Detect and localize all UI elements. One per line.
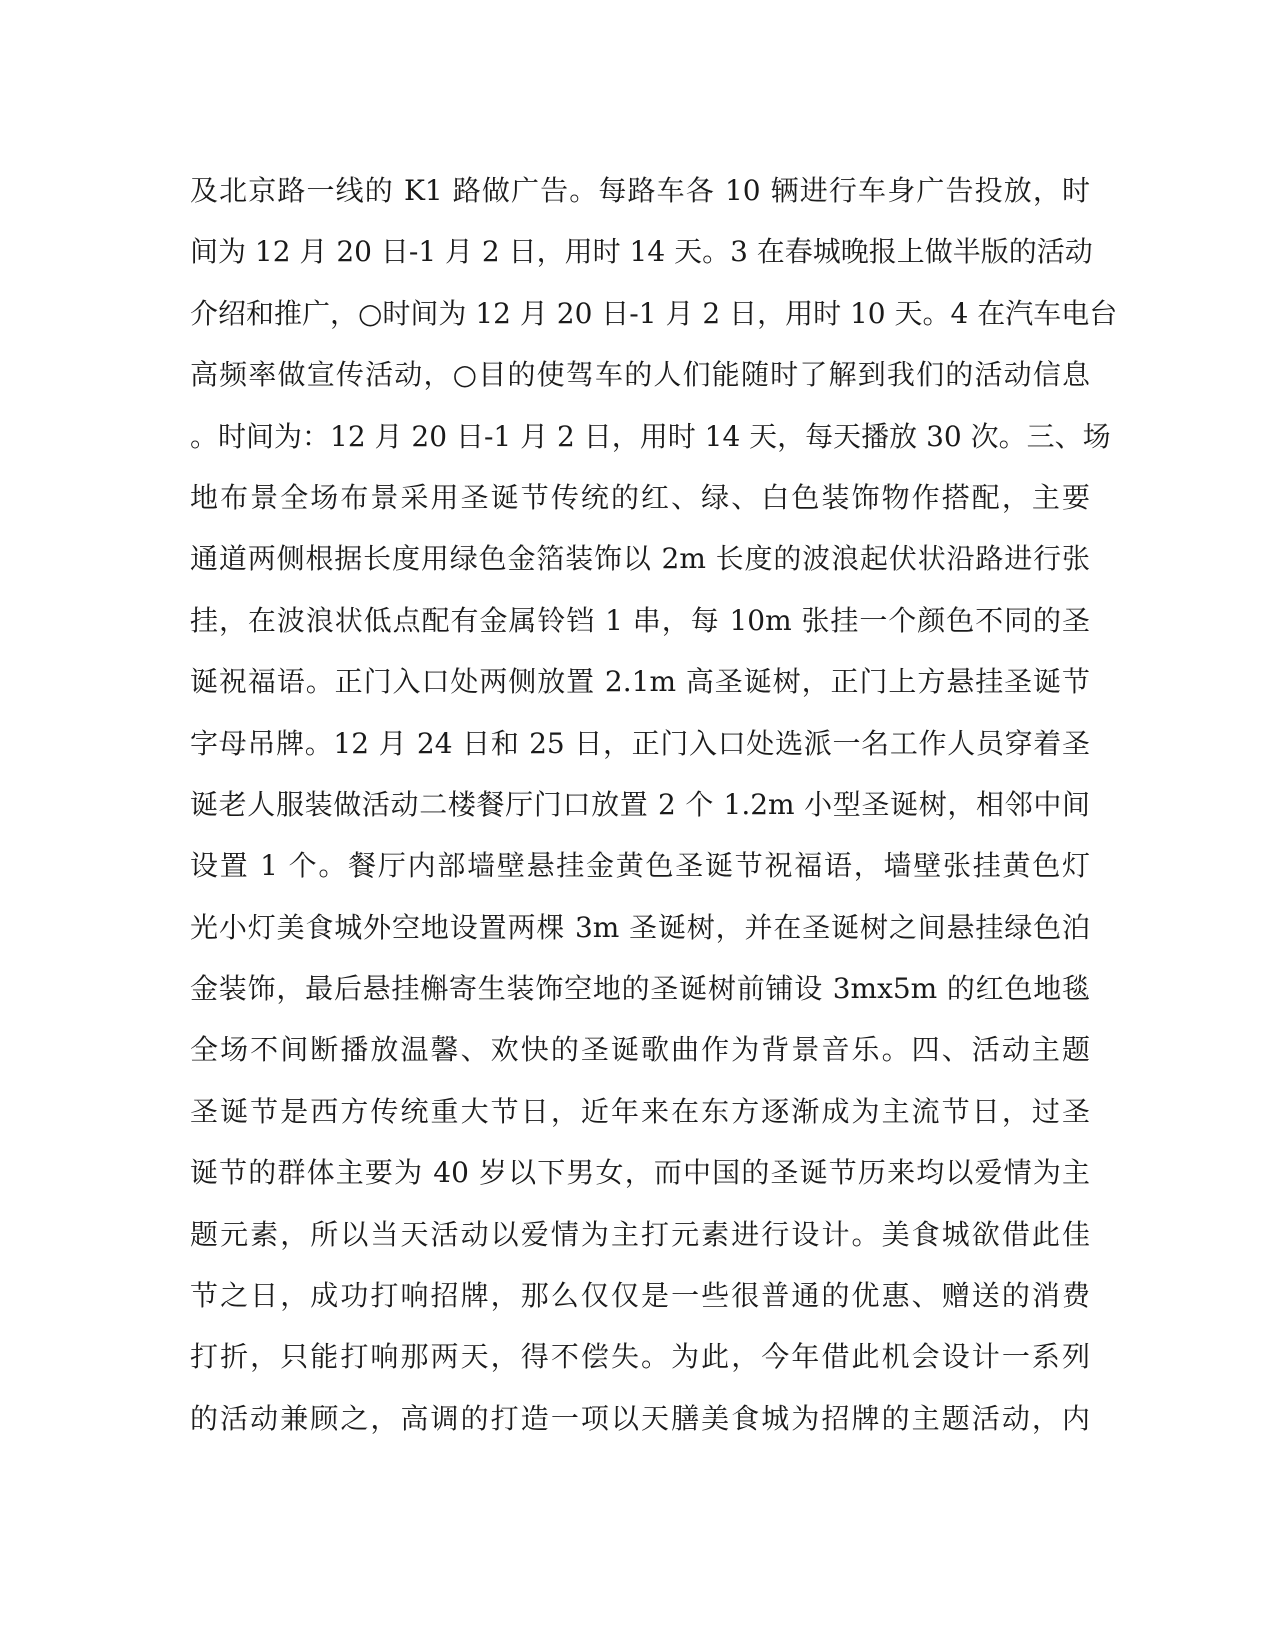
text-line: 及北京路一线的 K1 路做广告。每路车各 10 辆进行车身广告投放，时 xyxy=(190,174,1090,207)
text-line: 设置 1 个。餐厅内部墙壁悬挂金黄色圣诞节祝福语，墙壁张挂黄色灯 xyxy=(190,849,1090,883)
text-line: 诞祝福语。正门入口处两侧放置 2.1m 高圣诞树，正门上方悬挂圣诞节 xyxy=(190,665,1090,699)
text-line: 节之日，成功打响招牌，那么仅仅是一些很普通的优惠、赠送的消费 xyxy=(190,1279,1090,1313)
text-line: 光小灯美食城外空地设置两棵 3m 圣诞树，并在圣诞树之间悬挂绿色泊 xyxy=(190,910,1090,944)
text-line: 的活动兼顾之，高调的打造一项以天膳美食城为招牌的主题活动，内 xyxy=(190,1401,1090,1435)
text-line: 介绍和推广，○时间为 12 月 20 日-1 月 2 日，用时 10 天。4 在汽车电台 xyxy=(190,296,1118,330)
body-text xyxy=(190,160,1118,1449)
text-line: 诞节的群体主要为 40 岁以下男女，而中国的圣诞节历来均以爱情为主 xyxy=(190,1156,1090,1190)
text-line: 打折，只能打响那两天，得不偿失。为此，今年借此机会设计一系列 xyxy=(190,1340,1090,1374)
text-line: 地布景全场布景采用圣诞节传统的红、绿、白色装饰物作搭配，主要 xyxy=(190,480,1090,514)
text-line: 高频率做宣传活动，○目的使驾车的人们能随时了解到我们的活动信息 xyxy=(190,358,1090,392)
text-line: 挂，在波浪状低点配有金属铃铛 1 串，每 10m 张挂一个颜色不同的圣 xyxy=(190,603,1090,637)
text-line: 金装饰，最后悬挂槲寄生装饰空地的圣诞树前铺设 3mx5m 的红色地毯 xyxy=(190,972,1090,1006)
text-line: 全场不间断播放温馨、欢快的圣诞歌曲作为背景音乐。四、活动主题 xyxy=(190,1033,1090,1067)
text-line: 。时间为：12 月 20 日-1 月 2 日，用时 14 天，每天播放 30 次。三、场 xyxy=(190,419,1111,453)
text-line: 题元素，所以当天活动以爱情为主打元素进行设计。美食城欲借此佳 xyxy=(190,1217,1090,1251)
text-line: 间为 12 月 20 日-1 月 2 日，用时 14 天。3 在春城晚报上做半版的活动 xyxy=(190,235,1093,269)
text-line: 诞老人服装做活动二楼餐厅门口放置 2 个 1.2m 小型圣诞树，相邻中间 xyxy=(190,787,1090,821)
text-line: 字母吊牌。12 月 24 日和 25 日，正门入口处选派一名工作人员穿着圣 xyxy=(190,726,1090,760)
text-line: 通道两侧根据长度用绿色金箔装饰以 2m 长度的波浪起伏状沿路进行张 xyxy=(190,542,1090,576)
text-line: 圣诞节是西方传统重大节日，近年来在东方逐渐成为主流节日，过圣 xyxy=(190,1094,1090,1128)
